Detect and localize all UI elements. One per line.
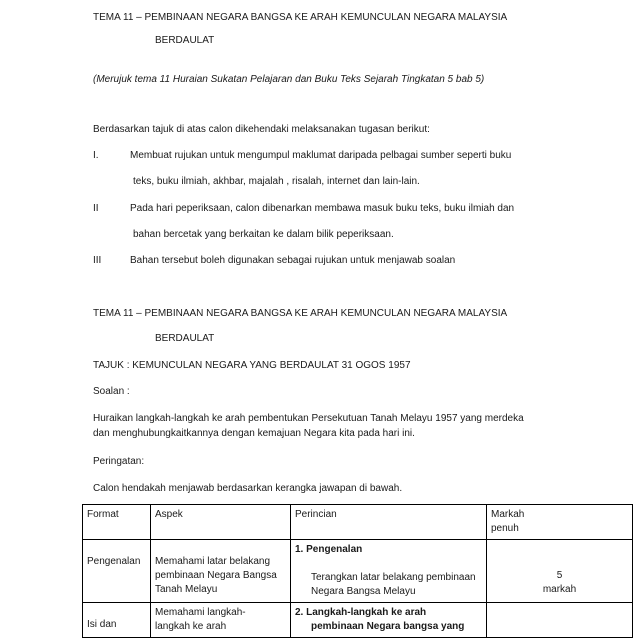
row1-markah-value: 5 bbox=[556, 570, 563, 581]
row1-perincian bbox=[291, 540, 487, 603]
row2-perincian-title-line1: 2. Langkah-langkah ke arah bbox=[295, 607, 427, 618]
theme-title-repeat-line1: TEMA 11 – PEMBINAAN NEGARA BANGSA KE ARAH KEMUNCULAN NEGARA MALAYSIA bbox=[93, 308, 508, 319]
reminder-label: Peringatan: bbox=[93, 456, 145, 467]
topic-heading: TAJUK : KEMUNCULAN NEGARA YANG BERDAULAT 31 OGOS 1957 bbox=[93, 360, 411, 371]
answer-framework-table bbox=[82, 504, 633, 638]
reference-note: (Merujuk tema 11 Huraian Sukatan Pelajaran dan Buku Teks Sejarah Tingkatan 5 bab 5) bbox=[93, 74, 485, 85]
row2-markah bbox=[487, 603, 633, 638]
question-label: Soalan : bbox=[93, 386, 130, 397]
instructions-intro: Berdasarkan tajuk di atas calon dikehendaki melaksanakan tugasan berikut: bbox=[93, 124, 430, 135]
header-markah: Markah bbox=[491, 509, 525, 520]
theme-title-line1: TEMA 11 – PEMBINAAN NEGARA BANGSA KE ARAH KEMUNCULAN NEGARA MALAYSIA bbox=[93, 12, 508, 23]
theme-title-line2: BERDAULAT bbox=[155, 35, 215, 46]
table-row bbox=[83, 603, 633, 638]
row2-aspek bbox=[151, 603, 291, 638]
header-format: Format bbox=[83, 505, 151, 540]
table-row bbox=[83, 540, 633, 603]
instruction-number-2: II bbox=[93, 203, 99, 214]
header-penuh: penuh bbox=[491, 523, 519, 534]
instruction-text-2: Pada hari peperiksaan, calon dibenarkan membawa masuk buku teks, buku ilmiah dan bbox=[130, 203, 515, 214]
table-header-row bbox=[83, 505, 633, 540]
row1-perincian-line1: Terangkan latar belakang pembinaan bbox=[311, 572, 476, 583]
row1-aspek-line3: Tanah Melayu bbox=[155, 584, 218, 595]
row1-perincian-title: 1. Pengenalan bbox=[295, 544, 363, 555]
row2-perincian-title-line2: pembinaan Negara bangsa yang bbox=[311, 621, 465, 632]
row2-format: Isi dan bbox=[83, 603, 151, 638]
row1-perincian-line2: Negara Bangsa Melayu bbox=[311, 586, 416, 597]
question-text-line2: dan menghubungkaitkannya dengan kemajuan Negara kita pada hari ini. bbox=[93, 428, 415, 439]
row2-aspek-line1: Memahami langkah- bbox=[155, 607, 246, 618]
theme-title-repeat-line2: BERDAULAT bbox=[155, 333, 215, 344]
row1-markah bbox=[487, 540, 633, 603]
instruction-text-1: Membuat rujukan untuk mengumpul maklumat daripada pelbagai sumber seperti buku bbox=[130, 150, 512, 161]
answer-framework-note: Calon hendakah menjawab berdasarkan kerangka jawapan di bawah. bbox=[93, 483, 403, 494]
row1-aspek bbox=[151, 540, 291, 603]
instruction-text-3: Bahan tersebut boleh digunakan sebagai rujukan untuk menjawab soalan bbox=[130, 255, 456, 266]
row1-format: Pengenalan bbox=[83, 540, 151, 603]
row2-perincian bbox=[291, 603, 487, 638]
row1-aspek-line1: Memahami latar belakang bbox=[155, 556, 271, 567]
question-text-line1: Huraikan langkah-langkah ke arah pembentukan Persekutuan Tanah Melayu 1957 yang merdeka bbox=[93, 413, 524, 424]
header-aspek: Aspek bbox=[151, 505, 291, 540]
header-perincian: Perincian bbox=[291, 505, 487, 540]
instruction-text-1-cont: teks, buku ilmiah, akhbar, majalah , risalah, internet dan lain-lain. bbox=[133, 176, 420, 187]
row1-markah-unit: markah bbox=[542, 584, 577, 595]
instruction-text-2-cont: bahan bercetak yang berkaitan ke dalam bilik peperiksaan. bbox=[133, 229, 394, 240]
header-markah-penuh bbox=[487, 505, 633, 540]
instruction-number-3: III bbox=[93, 255, 102, 266]
instruction-number-1: I. bbox=[93, 150, 99, 161]
row2-aspek-line2: langkah ke arah bbox=[155, 621, 227, 632]
row1-aspek-line2: pembinaan Negara Bangsa bbox=[155, 570, 277, 581]
